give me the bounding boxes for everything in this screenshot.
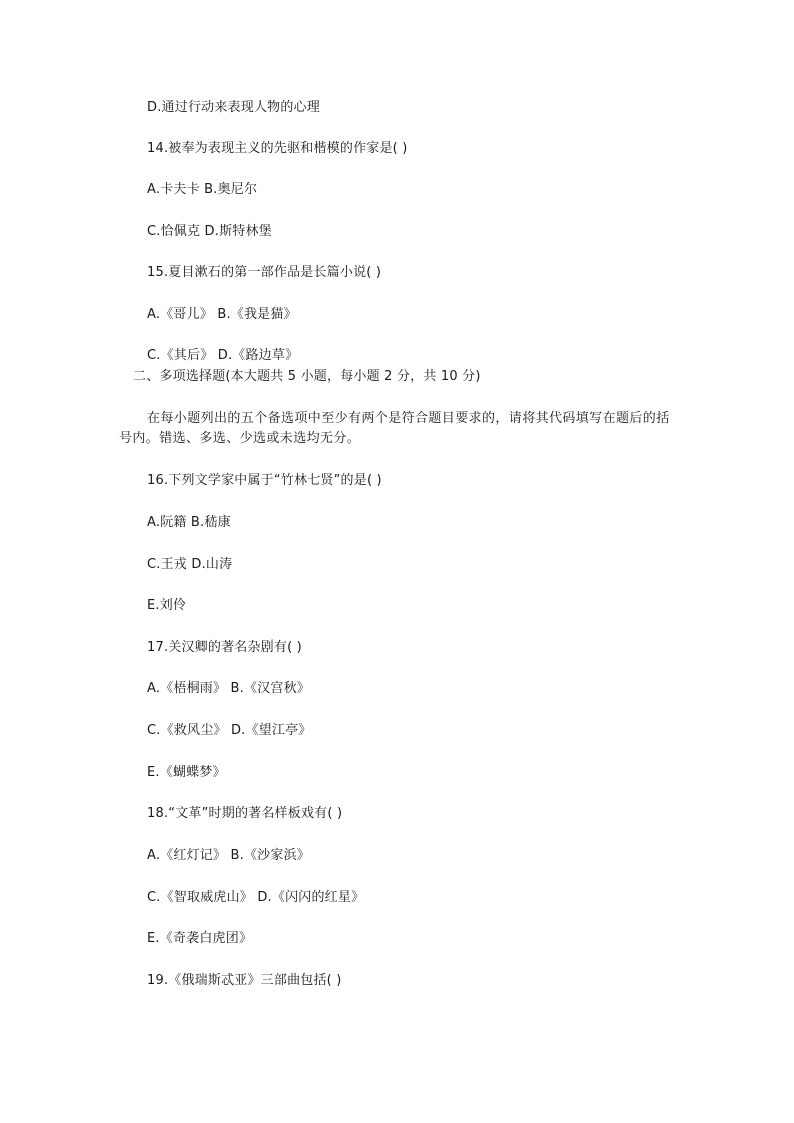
option-line: A.卡夫卡 B.奥尼尔 xyxy=(147,182,258,197)
option-line: A.《梧桐雨》 B.《汉宫秋》 xyxy=(147,681,310,696)
question-18: 18.“文革”时期的著名样板戏有( ) xyxy=(147,806,343,821)
option-line: D.通过行动来表现人物的心理 xyxy=(147,100,320,115)
question-14: 14.被奉为表现主义的先驱和楷模的作家是( ) xyxy=(147,141,408,156)
option-line: E.刘伶 xyxy=(147,598,187,613)
option-line: A.《哥儿》 B.《我是猫》 xyxy=(147,307,297,322)
section-instructions: 在每小题列出的五个备选项中至少有两个是符合题目要求的，请将其代码填写在题后的括号内。错选、多选、少选或未选均无分。 xyxy=(119,411,670,446)
question-17: 17.关汉卿的著名杂剧有( ) xyxy=(147,640,302,655)
option-line: C.《救风尘》 D.《望江亭》 xyxy=(147,723,312,738)
section-heading: 二、多项选择题(本大题共 5 小题，每小题 2 分，共 10 分) xyxy=(133,369,481,384)
question-19: 19.《俄瑞斯忒亚》三部曲包括( ) xyxy=(147,973,342,988)
question-15: 15.夏目漱石的第一部作品是长篇小说( ) xyxy=(147,265,382,280)
option-line: E.《蝴蝶梦》 xyxy=(147,765,226,780)
option-line: A.《红灯记》 B.《沙家浜》 xyxy=(147,848,310,863)
option-line: C.恰佩克 D.斯特林堡 xyxy=(147,224,272,239)
option-line: C.《其后》 D.《路边草》 xyxy=(147,348,299,363)
option-line: A.阮籍 B.嵇康 xyxy=(147,515,231,530)
option-line: E.《奇袭白虎团》 xyxy=(147,931,253,946)
option-line: C.王戎 D.山涛 xyxy=(147,557,233,572)
option-line: C.《智取威虎山》 D.《闪闪的红星》 xyxy=(147,890,365,905)
question-16: 16.下列文学家中属于“竹林七贤”的是( ) xyxy=(147,473,382,488)
